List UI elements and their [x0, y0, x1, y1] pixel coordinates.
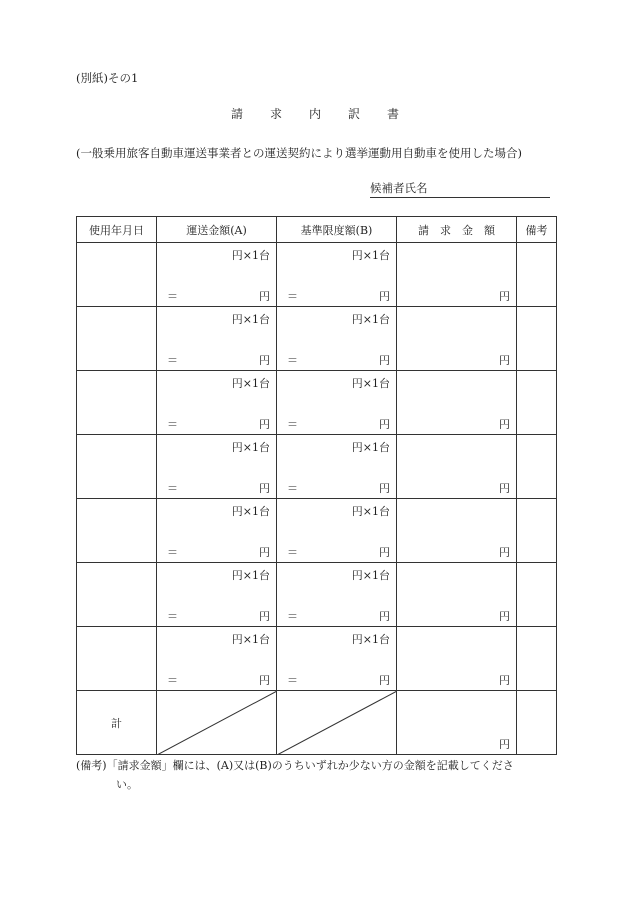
unit-per-car-label: 円×1台: [351, 249, 390, 262]
date-cell[interactable]: [77, 307, 157, 371]
unit-per-car-label: 円×1台: [231, 633, 270, 646]
limit-amount-cell[interactable]: [277, 371, 397, 435]
yen-label: 円: [379, 290, 390, 303]
yen-label: 円: [259, 418, 270, 431]
claim-breakdown-table: [76, 216, 557, 755]
limit-amount-cell[interactable]: [277, 435, 397, 499]
yen-label: 円: [259, 610, 270, 623]
remarks-cell[interactable]: [517, 371, 557, 435]
yen-label: 円: [379, 546, 390, 559]
transport-amount-cell[interactable]: [157, 627, 277, 691]
yen-label: 円: [499, 546, 510, 559]
equals-sign: ＝: [287, 354, 298, 367]
yen-label: 円: [499, 610, 510, 623]
remarks-cell[interactable]: [517, 243, 557, 307]
yen-label: 円: [379, 354, 390, 367]
yen-label: 円: [379, 482, 390, 495]
remarks-cell[interactable]: [517, 627, 557, 691]
yen-label: 円: [499, 482, 510, 495]
subtitle: (一般乗用旅客自動車運送事業者との運送契約により選挙運動用自動車を使用した場合): [76, 146, 522, 160]
unit-per-car-label: 円×1台: [231, 505, 270, 518]
total-transport-cell: [157, 691, 277, 755]
unit-per-car-label: 円×1台: [351, 633, 390, 646]
transport-amount-cell[interactable]: [157, 371, 277, 435]
claim-amount-cell[interactable]: [397, 435, 517, 499]
date-cell[interactable]: [77, 499, 157, 563]
equals-sign: ＝: [287, 674, 298, 687]
table-row: [77, 307, 557, 371]
equals-sign: ＝: [287, 418, 298, 431]
total-remarks-cell[interactable]: [517, 691, 557, 755]
yen-label: 円: [259, 546, 270, 559]
claim-amount-cell[interactable]: [397, 499, 517, 563]
yen-label: 円: [499, 290, 510, 303]
limit-amount-cell[interactable]: [277, 307, 397, 371]
yen-label: 円: [379, 610, 390, 623]
limit-amount-cell[interactable]: [277, 243, 397, 307]
yen-label: 円: [259, 290, 270, 303]
annex-label: (別紙)その1: [76, 71, 139, 85]
equals-sign: ＝: [167, 482, 178, 495]
transport-amount-cell[interactable]: [157, 563, 277, 627]
equals-sign: ＝: [167, 610, 178, 623]
unit-per-car-label: 円×1台: [351, 313, 390, 326]
unit-per-car-label: 円×1台: [351, 569, 390, 582]
header-limit-amount: 基準限度額(B): [277, 217, 397, 243]
equals-sign: ＝: [167, 354, 178, 367]
remarks-note-line1: (備考)「請求金額」欄には、(A)又は(B)のうちいずれか少ない方の金額を記載してくださ: [76, 759, 514, 772]
claim-amount-cell[interactable]: [397, 563, 517, 627]
remarks-cell[interactable]: [517, 307, 557, 371]
equals-sign: ＝: [167, 674, 178, 687]
claim-amount-cell[interactable]: [397, 307, 517, 371]
remarks-cell[interactable]: [517, 435, 557, 499]
header-remarks: 備考: [517, 217, 557, 243]
header-transport-amount: 運送金額(A): [157, 217, 277, 243]
total-row: [77, 691, 557, 755]
candidate-name-field: 候補者氏名: [370, 180, 550, 198]
transport-amount-cell[interactable]: [157, 435, 277, 499]
table-row: [77, 499, 557, 563]
date-cell[interactable]: [77, 243, 157, 307]
limit-amount-cell[interactable]: [277, 563, 397, 627]
table-row: [77, 435, 557, 499]
unit-per-car-label: 円×1台: [231, 377, 270, 390]
unit-per-car-label: 円×1台: [351, 505, 390, 518]
total-limit-cell: [277, 691, 397, 755]
date-cell[interactable]: [77, 627, 157, 691]
yen-label: 円: [259, 354, 270, 367]
table-header-row: [77, 217, 557, 243]
yen-label: 円: [259, 674, 270, 687]
equals-sign: ＝: [287, 290, 298, 303]
remarks-cell[interactable]: [517, 499, 557, 563]
yen-label: 円: [499, 418, 510, 431]
yen-label: 円: [379, 418, 390, 431]
header-date: 使用年月日: [77, 217, 157, 243]
total-label-cell: [77, 691, 157, 755]
claim-amount-cell[interactable]: [397, 243, 517, 307]
limit-amount-cell[interactable]: [277, 627, 397, 691]
equals-sign: ＝: [287, 482, 298, 495]
unit-per-car-label: 円×1台: [231, 249, 270, 262]
transport-amount-cell[interactable]: [157, 499, 277, 563]
limit-amount-cell[interactable]: [277, 499, 397, 563]
equals-sign: ＝: [287, 546, 298, 559]
yen-label: 円: [379, 674, 390, 687]
yen-label: 円: [499, 674, 510, 687]
yen-label: 円: [259, 482, 270, 495]
yen-label: 円: [499, 738, 510, 751]
unit-per-car-label: 円×1台: [351, 377, 390, 390]
transport-amount-cell[interactable]: [157, 307, 277, 371]
table-row: [77, 563, 557, 627]
transport-amount-cell[interactable]: [157, 243, 277, 307]
table-row: [77, 243, 557, 307]
date-cell[interactable]: [77, 435, 157, 499]
diagonal-strike-line: [157, 691, 277, 755]
unit-per-car-label: 円×1台: [231, 569, 270, 582]
page-title: 請求内訳書: [230, 107, 426, 121]
equals-sign: ＝: [167, 546, 178, 559]
total-label: 計: [111, 717, 122, 730]
remarks-note-line2: い。: [116, 778, 138, 791]
claim-amount-cell[interactable]: [397, 371, 517, 435]
table-row: [77, 371, 557, 435]
equals-sign: ＝: [167, 418, 178, 431]
claim-amount-cell[interactable]: [397, 627, 517, 691]
unit-per-car-label: 円×1台: [231, 313, 270, 326]
equals-sign: ＝: [287, 610, 298, 623]
equals-sign: ＝: [167, 290, 178, 303]
total-claim-cell[interactable]: [397, 691, 517, 755]
remarks-cell[interactable]: [517, 563, 557, 627]
date-cell[interactable]: [77, 371, 157, 435]
unit-per-car-label: 円×1台: [351, 441, 390, 454]
date-cell[interactable]: [77, 563, 157, 627]
header-claim-amount: 請 求 金 額: [397, 217, 517, 243]
yen-label: 円: [499, 354, 510, 367]
diagonal-strike-line: [277, 691, 397, 755]
table-row: [77, 627, 557, 691]
unit-per-car-label: 円×1台: [231, 441, 270, 454]
